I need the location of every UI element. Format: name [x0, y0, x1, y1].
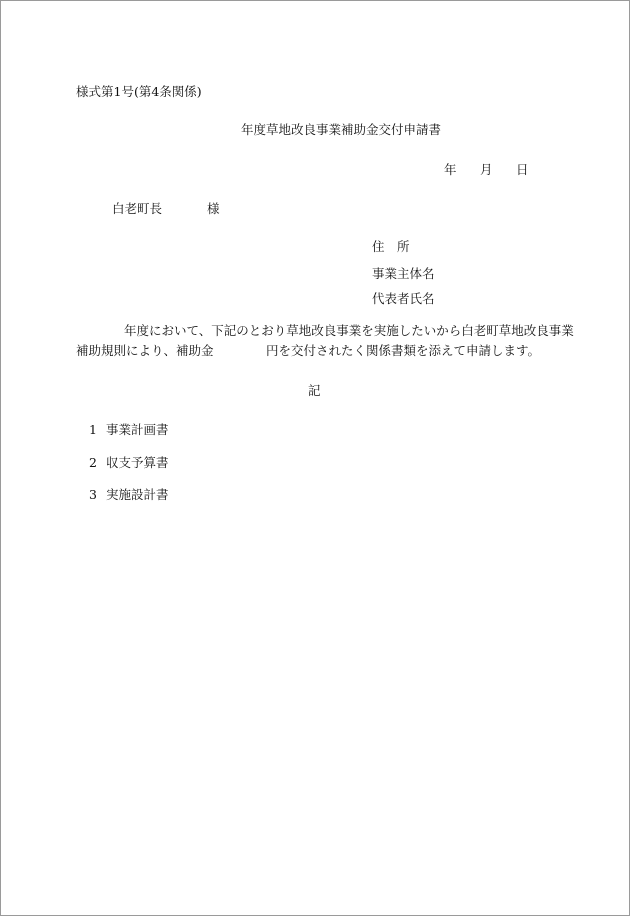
body-text-line-2-end: 円を交付されたく関係書類を添えて申請します。 — [266, 343, 541, 358]
attachment-number: 3 — [89, 487, 97, 502]
applicant-representative-label: 代表者氏名 — [372, 291, 435, 306]
body-text-line-2-start: 補助規則により、補助金 — [76, 343, 214, 358]
document-title: 年度草地改良事業補助金交付申請書 — [241, 122, 442, 137]
addressee-name: 白老町長 — [112, 201, 163, 216]
attachment-number: 2 — [89, 455, 97, 470]
addressee-honorific: 様 — [207, 201, 220, 216]
applicant-entity-label: 事業主体名 — [372, 266, 435, 281]
date-year-label: 年 — [444, 162, 457, 177]
date-month-label: 月 — [480, 162, 493, 177]
attachment-label: 事業計画書 — [106, 422, 169, 437]
attachment-number: 1 — [89, 422, 97, 437]
ki-heading: 記 — [308, 383, 321, 398]
form-number: 様式第1号(第4条関係) — [76, 84, 202, 99]
attachment-label: 実施設計書 — [106, 487, 169, 502]
applicant-address-label: 住 所 — [372, 239, 410, 254]
date-day-label: 日 — [516, 162, 529, 177]
body-text-line-1: 年度において、下記のとおり草地改良事業を実施したいから白老町草地改良事業 — [124, 323, 574, 338]
attachment-label: 収支予算書 — [106, 455, 169, 470]
